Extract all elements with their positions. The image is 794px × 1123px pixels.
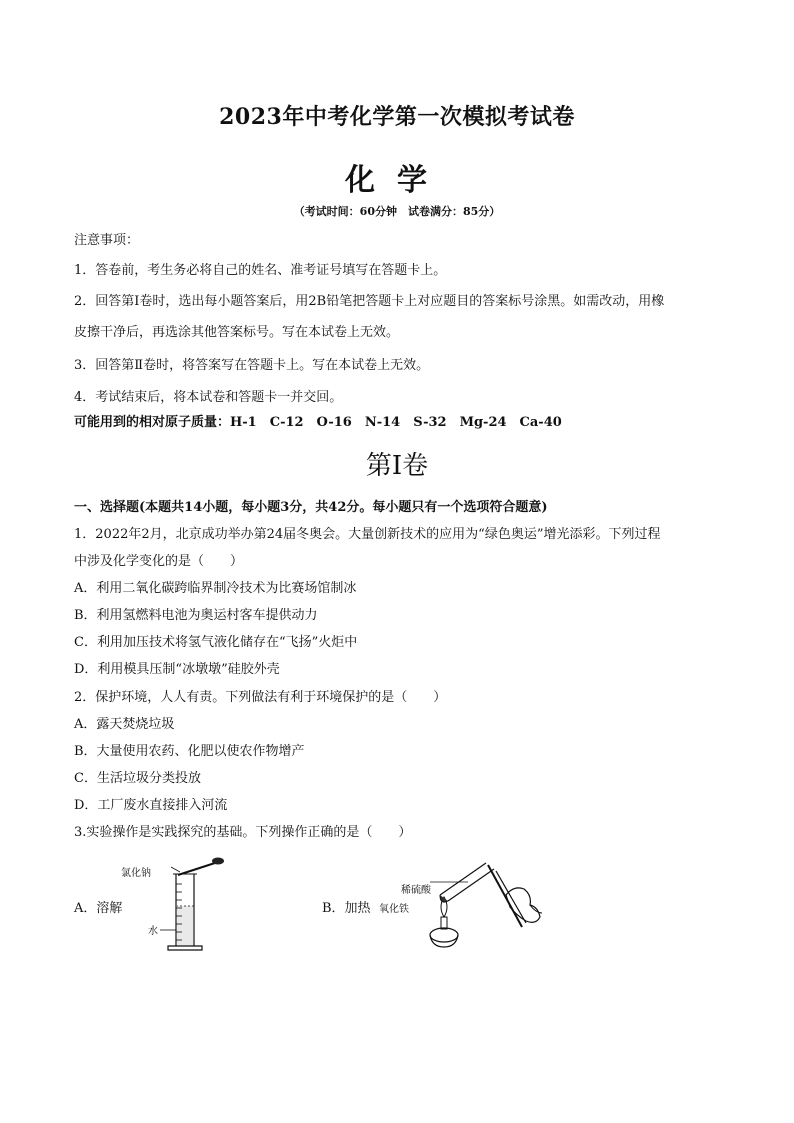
- exam-info: （考试时间：60分钟 试卷满分：85分）: [293, 205, 501, 218]
- section-title: 第Ⅰ卷: [365, 451, 429, 481]
- figure-label: 氯化钠: [121, 868, 151, 879]
- answer-option: C．利用加压技术将氢气液化储存在“飞扬”火炬中: [74, 635, 358, 650]
- note-item: 1．答卷前，考生务必将自己的姓名、准考证号填写在答题卡上。: [74, 263, 447, 278]
- question-stem: 2．保护环境，人人有责。下列做法有利于环境保护的是（ ）: [74, 690, 447, 705]
- note-item: 皮擦干净后，再选涂其他答案标号。写在本试卷上无效。: [74, 325, 400, 340]
- part-one-heading: 一、选择题(本题共14小题，每小题3分，共42分。每小题只有一个选项符合题意): [74, 500, 548, 515]
- answer-option: B．大量使用农药、化肥以使农作物增产: [74, 744, 305, 759]
- test-tube-heating-figure: [418, 855, 548, 955]
- answer-option: A．溶解: [74, 901, 123, 916]
- question-stem: 3.实验操作是实践探究的基础。下列操作正确的是（ ）: [74, 825, 412, 840]
- note-item: 2．回答第Ⅰ卷时，选出每小题答案后，用2B铅笔把答题卡上对应题目的答案标号涂黑。如需改动，用橡: [74, 294, 665, 309]
- question-stem: 1．2022年2月，北京成功举办第24届冬奥会。大量创新技术的应用为“绿色奥运”增光添彩。下列过程: [74, 527, 661, 542]
- notes-heading: 注意事项：: [74, 233, 140, 248]
- answer-option: B．加热: [322, 901, 371, 916]
- figure-label: 水: [148, 926, 158, 937]
- atomic-masses: 可能用到的相对原子质量：H-1 C-12 O-16 N-14 S-32 Mg-24 Ca-40: [74, 415, 562, 430]
- note-item: 3．回答第Ⅱ卷时，将答案写在答题卡上。写在本试卷上无效。: [74, 358, 430, 373]
- figure-label: 氧化铁: [379, 904, 409, 915]
- graduated-cylinder-figure: [150, 850, 240, 960]
- exam-title: 2023年中考化学第一次模拟考试卷: [219, 104, 575, 130]
- answer-option: C．生活垃圾分类投放: [74, 771, 201, 786]
- answer-option: D．工厂废水直接排入河流: [74, 798, 228, 813]
- note-item: 4．考试结束后，将本试卷和答题卡一并交回。: [74, 390, 343, 405]
- subject-title: 化学: [345, 163, 449, 198]
- answer-option: A．利用二氧化碳跨临界制冷技术为比赛场馆制冰: [74, 581, 357, 596]
- answer-option: D．利用模具压制“冰墩墩”硅胶外壳: [74, 662, 280, 677]
- question-stem: 中涉及化学变化的是（ ）: [74, 554, 244, 569]
- answer-option: A．露天焚烧垃圾: [74, 717, 175, 732]
- figure-label: 稀硫酸: [401, 885, 431, 896]
- answer-option: B．利用氢燃料电池为奥运村客车提供动力: [74, 608, 318, 623]
